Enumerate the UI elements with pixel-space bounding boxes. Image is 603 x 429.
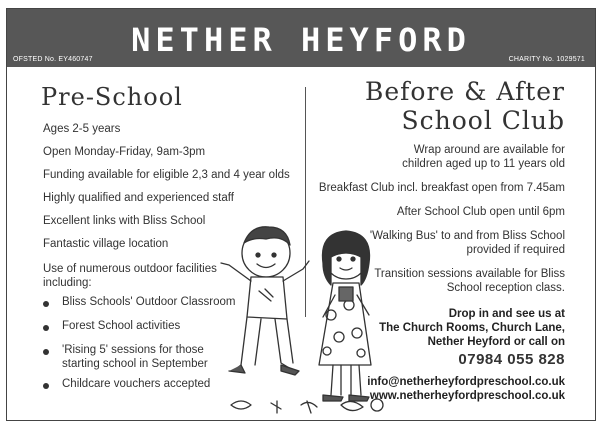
advert [6,8,596,421]
preschool-line: Excellent links with Bliss School [43,215,206,227]
preschool-line: Open Monday-Friday, 9am-3pm [43,146,206,158]
club-line: children aged up to 11 years old [402,158,565,170]
club-line: Wrap around are available for [413,144,565,156]
club-line: School reception class. [446,282,565,294]
bullet-item: Bliss Schools' Outdoor Classroom [62,296,236,308]
preschool-line: Highly qualified and experienced staff [43,192,234,204]
email-address[interactable]: info@netherheyfordpreschool.co.uk [367,376,565,388]
header-banner [7,9,595,67]
website-url[interactable]: www.netherheyfordpreschool.co.uk [369,390,565,402]
club-line: Breakfast Club incl. breakfast open from 7.45am [318,182,565,194]
facilities-intro: Use of numerous outdoor facilities [43,263,217,275]
club-heading [365,77,565,135]
children-illustration [211,205,401,421]
ofsted-number: OFSTED No. EY460747 [13,56,93,63]
club-line: 'Walking Bus' to and from Bliss School [369,230,565,242]
bullet-item: 'Rising 5' sessions for those [62,344,204,356]
bullet-icon [43,349,49,355]
contact-line: Nether Heyford or call on [427,336,565,348]
facilities-intro: including: [43,277,92,289]
bullet-icon [43,325,49,331]
banner-title: NETHER HEYFORD [131,21,471,59]
contact-line: Drop in and see us at [448,308,565,320]
preschool-line: Fantastic village location [43,238,169,250]
bullet-item: Childcare vouchers accepted [62,378,211,390]
club-heading-line: Before & After [364,77,565,106]
bullet-item: Forest School activities [62,320,181,332]
bullet-icon [43,301,49,307]
bullet-icon [43,383,49,389]
bullet-item-continued: starting school in September [62,358,208,370]
phone-number: 07984 055 828 [458,351,565,368]
club-line: After School Club open until 6pm [396,206,565,218]
preschool-line: Ages 2-5 years [43,123,121,135]
club-heading-line: School Club [401,106,565,135]
preschool-line: Funding available for eligible 2,3 and 4 year olds [43,169,290,181]
club-line: provided if required [466,244,565,256]
preschool-heading: Pre-School [41,83,183,111]
contact-line: The Church Rooms, Church Lane, [379,322,565,334]
charity-number: CHARITY No. 1029571 [508,56,585,63]
club-line: Transition sessions available for Bliss [374,268,565,280]
